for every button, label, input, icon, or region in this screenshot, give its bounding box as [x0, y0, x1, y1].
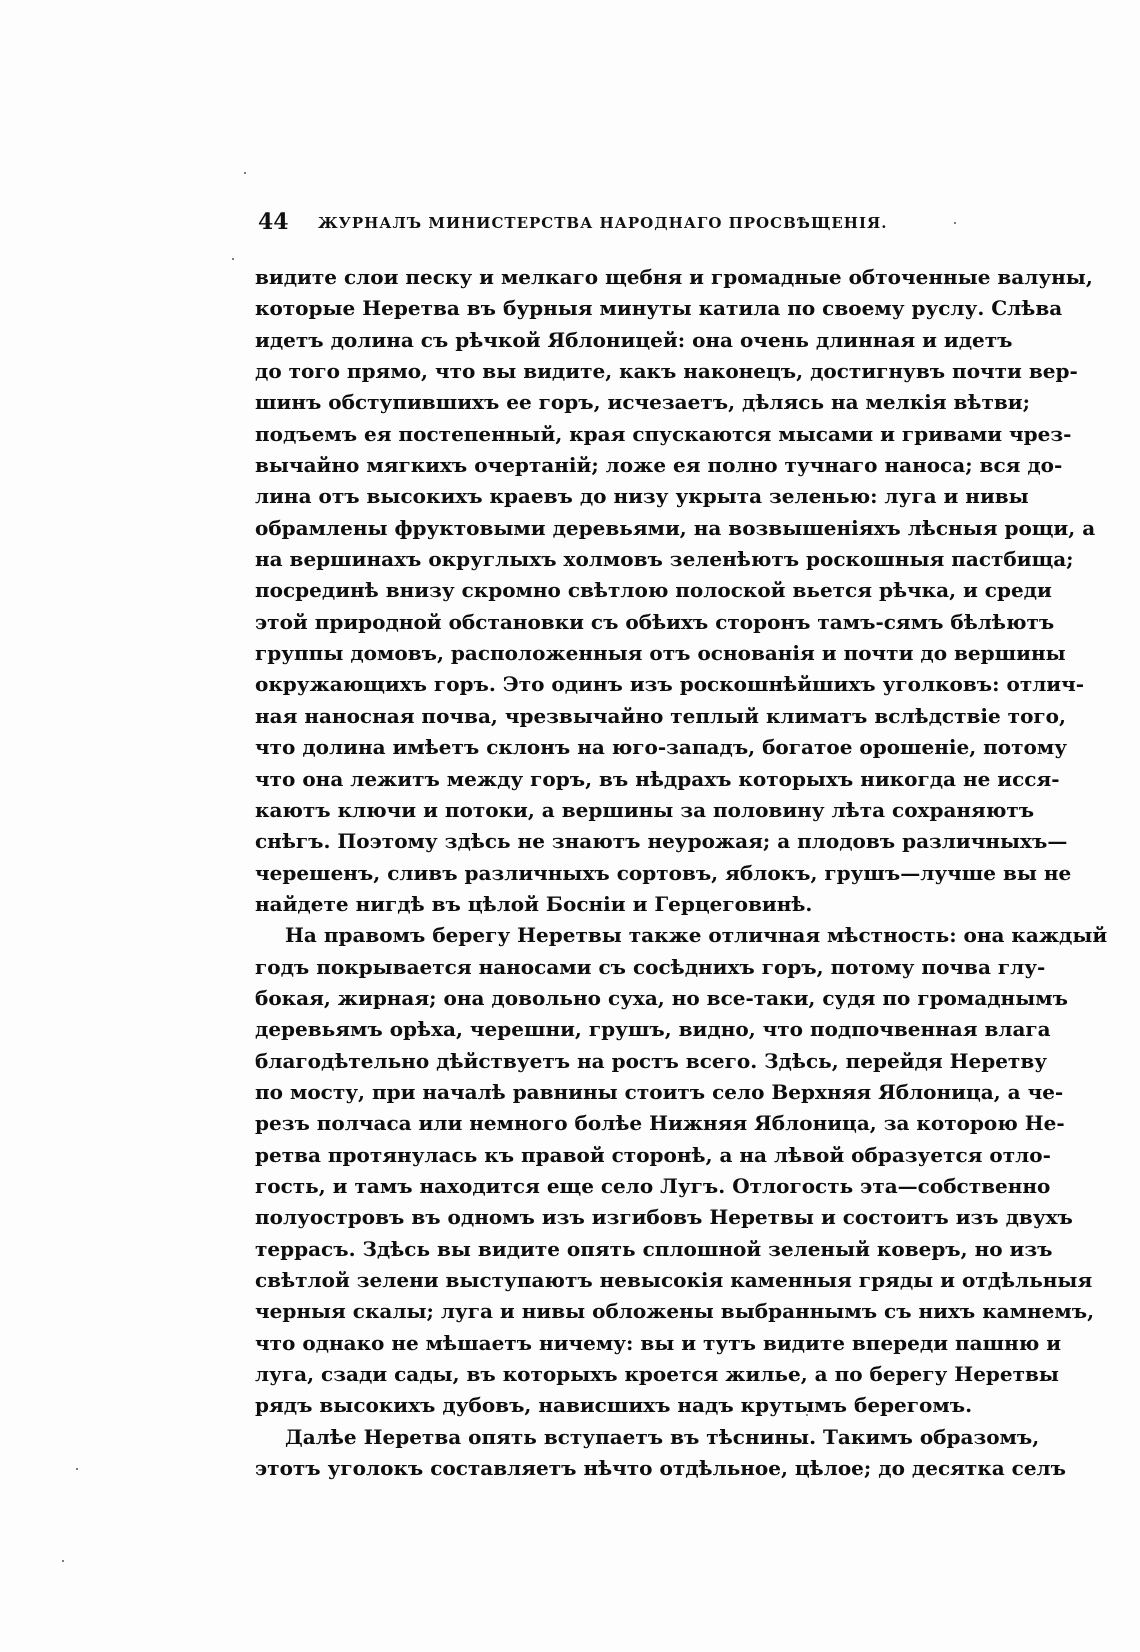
- text-line: ретва протянулась къ правой сторонѣ, а на лѣвой образуется отло-: [255, 1142, 1051, 1167]
- scan-speck: [232, 258, 234, 260]
- text-line: видите слои песку и мелкаго щебня и громадные обточенные валуны,: [255, 265, 1093, 289]
- body-text: [255, 262, 1108, 1484]
- text-line: группы домовъ, расположенныя отъ основанія и почти до вершины: [255, 641, 1066, 666]
- text-line: посрединѣ внизу скромно свѣтлою полоской вьется рѣчка, и среди: [255, 578, 1052, 603]
- text-line: лина отъ высокихъ краевъ до низу укрыта зеленью: луга и нивы: [255, 484, 1029, 509]
- text-line: подъемъ ея постепенный, края спускаются мысами и гривами чрез-: [255, 421, 1072, 446]
- text-line: ная наносная почва, чрезвычайно теплый климатъ вслѣдствіе того,: [255, 703, 1066, 728]
- page-header: [258, 210, 998, 240]
- text-line: свѣтлой зелени выступаютъ невысокія каменныя гряды и отдѣльныя: [255, 1268, 1093, 1292]
- text-line: деревьямъ орѣха, черешни, грушъ, видно, что подпочвенная влага: [255, 1017, 1051, 1042]
- text-line: что долина имѣетъ склонъ на юго-западъ, богатое орошеніе, потому: [255, 735, 1068, 760]
- text-line: благодѣтельно дѣйствуетъ на ростъ всего. Здѣсь, перейдя Неретву: [255, 1048, 1048, 1073]
- text-line: что она лежитъ между горъ, въ нѣдрахъ которыхъ никогда не исся-: [255, 766, 1060, 791]
- text-line: на вершинахъ округлыхъ холмовъ зеленѣютъ роскошныя пастбища;: [255, 547, 1074, 572]
- text-line: окружающихъ горъ. Это одинъ изъ роскошнѣйшихъ уголковъ: отлич-: [255, 672, 1085, 697]
- text-line: бокая, жирная; она довольно суха, но все-таки, судя по громаднымъ: [255, 985, 1068, 1010]
- text-line: На правомъ берегу Неретвы также отличная мѣстность: она каждый: [285, 923, 1108, 948]
- text-line: обрамлены фруктовыми деревьями, на возвышеніяхъ лѣсныя рощи, а: [255, 515, 1096, 540]
- text-line: шинъ обступившихъ ее горъ, исчезаетъ, дѣлясь на мелкія вѣтви;: [255, 390, 1030, 415]
- text-line: каютъ ключи и потоки, а вершины за половину лѣта сохраняютъ: [255, 797, 1035, 822]
- text-line: этотъ уголокъ составляетъ нѣчто отдѣльное, цѣлое; до десятка селъ: [255, 1456, 1066, 1481]
- text-line: Далѣе Неретва опять вступаетъ въ тѣснины. Такимъ образомъ,: [285, 1424, 1040, 1449]
- scan-speck: [76, 1468, 78, 1470]
- text-line: черныя скалы; луга и нивы обложены выбраннымъ съ нихъ камнемъ,: [255, 1299, 1095, 1324]
- text-line: гость, и тамъ находится еще село Лугъ. Отлогость эта—собственно: [255, 1173, 1051, 1198]
- text-line: которые Неретва въ бурныя минуты катила по своему руслу. Слѣва: [255, 296, 1063, 321]
- text-line: рядъ высокихъ дубовъ, нависшихъ надъ крутымъ берегомъ.: [255, 1393, 973, 1418]
- text-line: луга, сзади сады, въ которыхъ кроется жилье, а по берегу Неретвы: [255, 1362, 1059, 1387]
- text-line: черешенъ, сливъ различныхъ сортовъ, яблокъ, грушъ—лучше вы не: [255, 860, 1072, 885]
- text-line: снѣгъ. Поэтому здѣсь не знаютъ неурожая; а плодовъ различныхъ—: [255, 829, 1068, 854]
- scan-speck: [62, 1560, 64, 1562]
- scan-speck: [244, 172, 246, 174]
- text-line: что однако не мѣшаетъ ничему: вы и тутъ видите впереди пашню и: [255, 1330, 1062, 1355]
- text-line: до того прямо, что вы видите, какъ наконецъ, достигнувъ почти вер-: [255, 359, 1078, 384]
- text-line: террасъ. Здѣсь вы видите опять сплошной зеленый коверъ, но изъ: [255, 1236, 1053, 1261]
- text-line: найдете нигдѣ въ цѣлой Босніи и Герцеговинѣ.: [255, 891, 813, 916]
- running-title: ЖУРНАЛЪ МИНИСТЕРСТВА НАРОДНАГО ПРОСВѢЩЕНІЯ.: [318, 214, 888, 232]
- text-line: вычайно мягкихъ очертаній; ложе ея полно тучнаго наноса; вся до-: [255, 453, 1063, 478]
- page-number: 44: [258, 209, 289, 235]
- text-line: по мосту, при началѣ равнины стоитъ село Верхняя Яблоница, а че-: [255, 1079, 1064, 1104]
- text-line: идетъ долина съ рѣчкой Яблоницей: она очень длинная и идетъ: [255, 327, 1013, 352]
- text-line: годъ покрывается наносами съ сосѣднихъ горъ, потому почва глу-: [255, 954, 1046, 979]
- text-line: резъ полчаса или немного болѣе Нижняя Яблоница, за которою Не-: [255, 1111, 1065, 1136]
- text-line: полуостровъ въ одномъ изъ изгибовъ Неретвы и состоитъ изъ двухъ: [255, 1205, 1073, 1230]
- text-line: этой природной обстановки съ обѣихъ сторонъ тамъ-сямъ бѣлѣютъ: [255, 609, 1055, 634]
